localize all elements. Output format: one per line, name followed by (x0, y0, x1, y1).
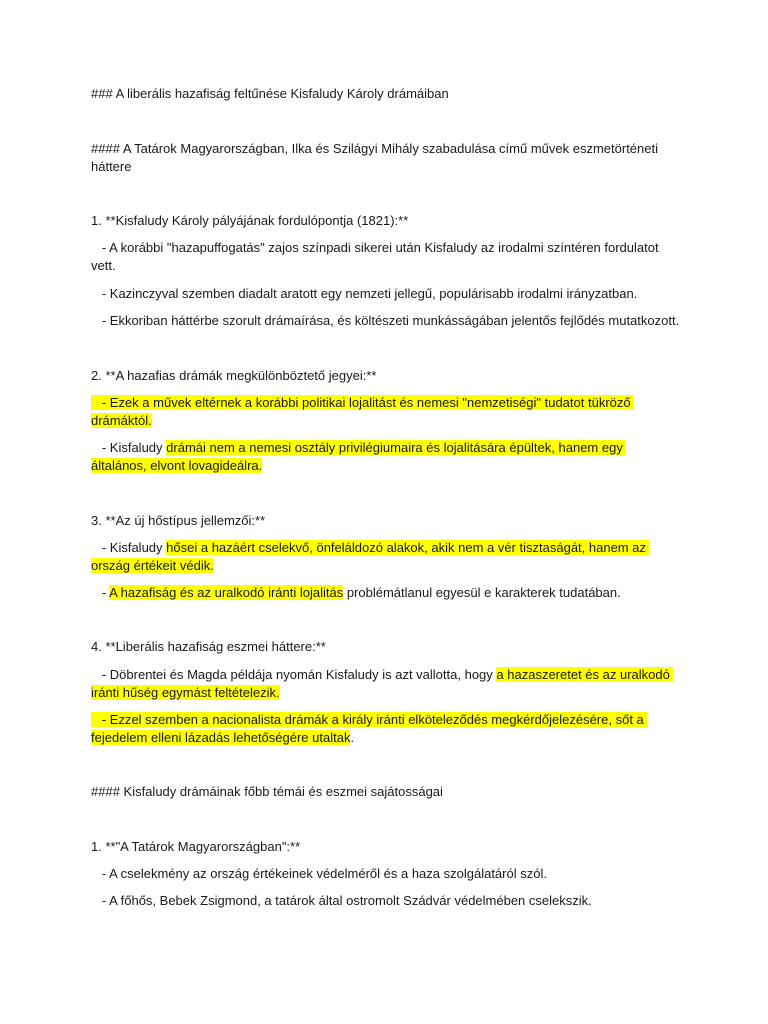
section-4-bullet-2 (91, 711, 681, 747)
section-2-bullet-2 (91, 439, 681, 475)
text-segment: - Döbrentei és Magda példája nyomán Kisfaludy is azt vallotta, hogy (91, 667, 497, 682)
highlight: - Ezzel szemben a nacionalista drámák a király iránti elköteleződés megkérdőjelezésére, sőt a fejedelem elleni lázadás lehetőségére utaltak (91, 712, 648, 745)
text-segment: - (91, 585, 110, 600)
section-3-title: 3. **Az új hőstípus jellemzői:** (91, 513, 266, 528)
section-1-bullet-1: - A korábbi "hazapuffogatás" zajos színpadi sikerei után Kisfaludy az irodalmi színtéren fordulatot vett. (91, 240, 663, 273)
highlight: drámái nem a nemesi osztály privilégiumaira és lojalitására épültek, hanem egy általános, elvont lovagideálra. (91, 440, 627, 473)
section-3-bullet-2 (91, 584, 681, 602)
section-2-title: 2. **A hazafias drámák megkülönböztető jegyei:** (91, 368, 377, 383)
highlight: hősei a hazáért cselekvő, önfeláldozó alakok, akik nem a vér tisztaságát, hanem az ország értékeit védik. (91, 540, 650, 573)
section-4-bullet-1 (91, 666, 681, 702)
text-segment: problémátlanul egyesül e karakterek tudatában. (343, 585, 621, 600)
section-5-bullet-1: - A cselekmény az ország értékeinek védelméről és a haza szolgálatáról szól. (91, 866, 547, 881)
section-5-title: 1. **"A Tatárok Magyarországban":** (91, 839, 301, 854)
highlight: a hazaszeretet és az uralkodó iránti hűség egymást feltételezik. (91, 667, 674, 700)
section-1-title: 1. **Kisfaludy Károly pályájának fordulópontja (1821):** (91, 213, 409, 228)
text-segment: - Kisfaludy (91, 440, 167, 455)
section-1-bullet-3: - Ekkoriban háttérbe szorult drámaírása, és költészeti munkásságában jelentős fejlődés mutatkozott. (91, 313, 680, 328)
text-segment: - Kisfaludy (91, 540, 167, 555)
section-1-bullet-2: - Kazinczyval szemben diadalt aratott egy nemzeti jellegű, populárisabb irodalmi irányzatban. (91, 286, 638, 301)
highlight: - Ezek a művek eltérnek a korábbi politikai lojalitást és nemesi "nemzetiségi" tudatot tükröző drámáktól. (91, 395, 635, 428)
heading-main: ### A liberális hazafiság feltűnése Kisfaludy Károly drámáiban (91, 86, 449, 101)
heading-sub-2: #### Kisfaludy drámáinak főbb témái és eszmei sajátosságai (91, 784, 443, 799)
highlight: A hazafiság és az uralkodó iránti lojalitás (109, 585, 344, 600)
text-segment: . (350, 730, 355, 745)
section-3-bullet-1 (91, 539, 681, 575)
section-5-bullet-2: - A főhős, Bebek Zsigmond, a tatárok által ostromolt Szádvár védelmében cselekszik. (91, 893, 592, 908)
section-2-bullet-1 (91, 394, 681, 430)
section-4-title: 4. **Liberális hazafiság eszmei háttere:** (91, 639, 326, 654)
heading-sub-1: #### A Tatárok Magyarországban, Ilka és Szilágyi Mihály szabadulása című művek eszmetörténeti háttere (91, 141, 658, 174)
